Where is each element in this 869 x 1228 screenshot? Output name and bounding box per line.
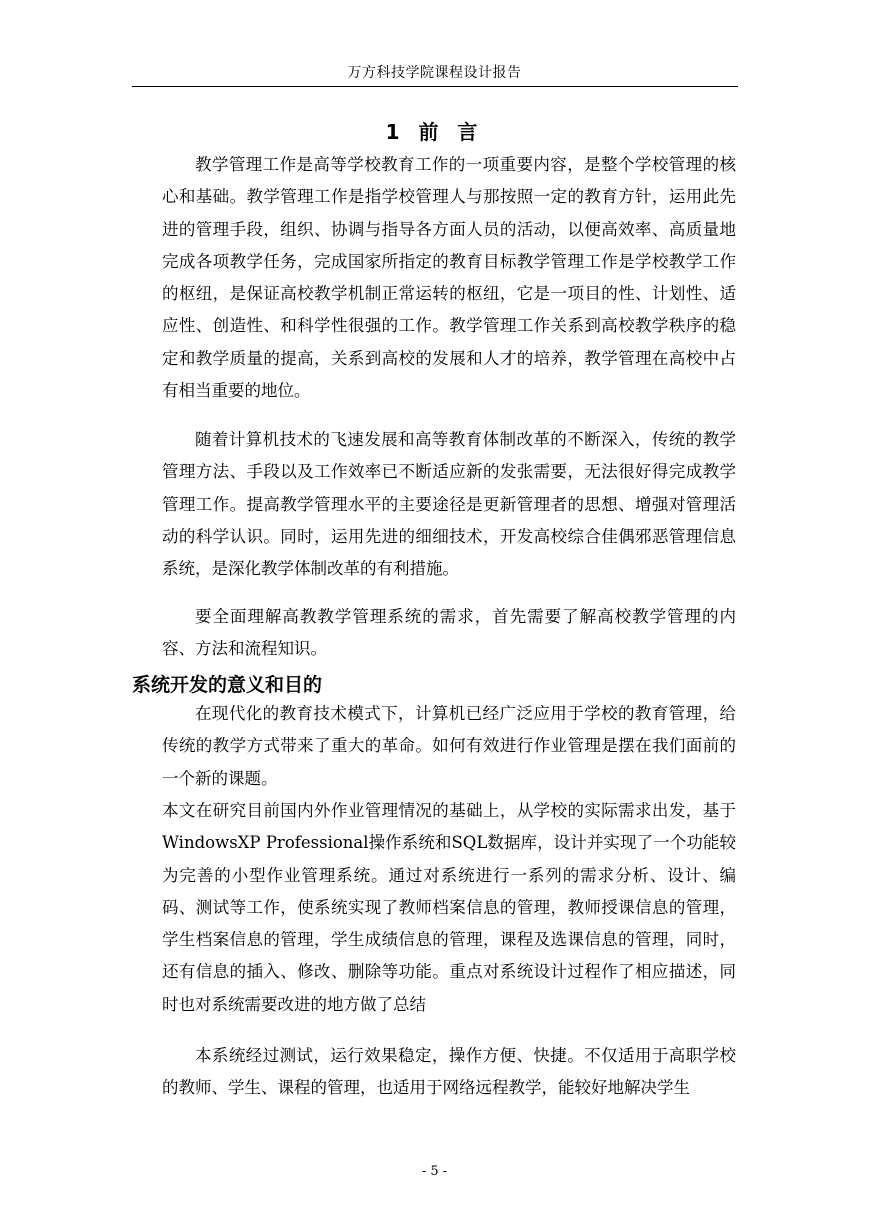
section-paragraph-3: 本系统经过测试，运行效果稳定，操作方便、快捷。不仅适用于高职学校的教师、学生、课程的管理，也适用于网络远程教学，能较好地解决学生 bbox=[162, 1046, 736, 1098]
page-header: 万方科技学院课程设计报告 bbox=[347, 65, 522, 81]
page-number: - 5 - bbox=[421, 1164, 448, 1179]
section-paragraph-2: 本文在研究目前国内外作业管理情况的基础上，从学校的实际需求出发，基于WindowsXP Professional操作系统和SQL数据库，设计并实现了一个功能较为完善的小型作业管理系统。通过对系统进行一系列的需求分析、设计、编码、测试等工作，使系统实现了教师档案信息的管理，教师授课信息的管理，学生档案信息的管理，学生成绩信息的管理，课程及选课信息的管理，同时，还有信息的插入、修改、删除等功能。重点对系统设计过程作了相应描述，同时也对系统需要改进的地方做了总结 bbox=[162, 801, 736, 1014]
section-paragraph-1: 在现代化的教育技术模式下，计算机已经广泛应用于学校的教育管理，给传统的教学方式带来了重大的革命。如何有效进行作业管理是摆在我们面前的一个新的课题。 bbox=[162, 704, 736, 788]
body-paragraph-3: 要全面理解高教教学管理系统的需求，首先需要了解高校教学管理的内容、方法和流程知识。 bbox=[162, 607, 736, 659]
body-paragraph-1: 教学管理工作是高等学校教育工作的一项重要内容，是整个学校管理的核心和基础。教学管理工作是指学校管理人与那按照一定的教育方针，运用此先进的管理手段，组织、协调与指导各方面人员的活动，以便高效率、高质量地完成各项教学任务，完成国家所指定的教育目标教学管理工作是学校教学工作的枢纽，是保证高校教学机制正常运转的枢纽，它是一项目的性、计划性、适应性、创造性、和科学性很强的工作。教学管理工作关系到高校教学秩序的稳定和教学质量的提高，关系到高校的发展和人才的培养，教学管理在高校中占有相当重要的地位。 bbox=[162, 155, 736, 401]
section-heading: 系统开发的意义和目的 bbox=[132, 674, 323, 696]
header-divider bbox=[132, 86, 738, 87]
body-paragraph-2: 随着计算机技术的飞速发展和高等教育体制改革的不断深入，传统的教学管理方法、手段以及工作效率已不断适应新的发张需要，无法很好得完成教学管理工作。提高教学管理水平的主要途径是更新管理者的思想、增强对管理活动的科学认识。同时，运用先进的细细技术，开发高校综合佳偶邪恶管理信息系统，是深化教学体制改革的有利措施。 bbox=[162, 430, 736, 579]
chapter-title: 1 前 言 bbox=[385, 120, 484, 144]
